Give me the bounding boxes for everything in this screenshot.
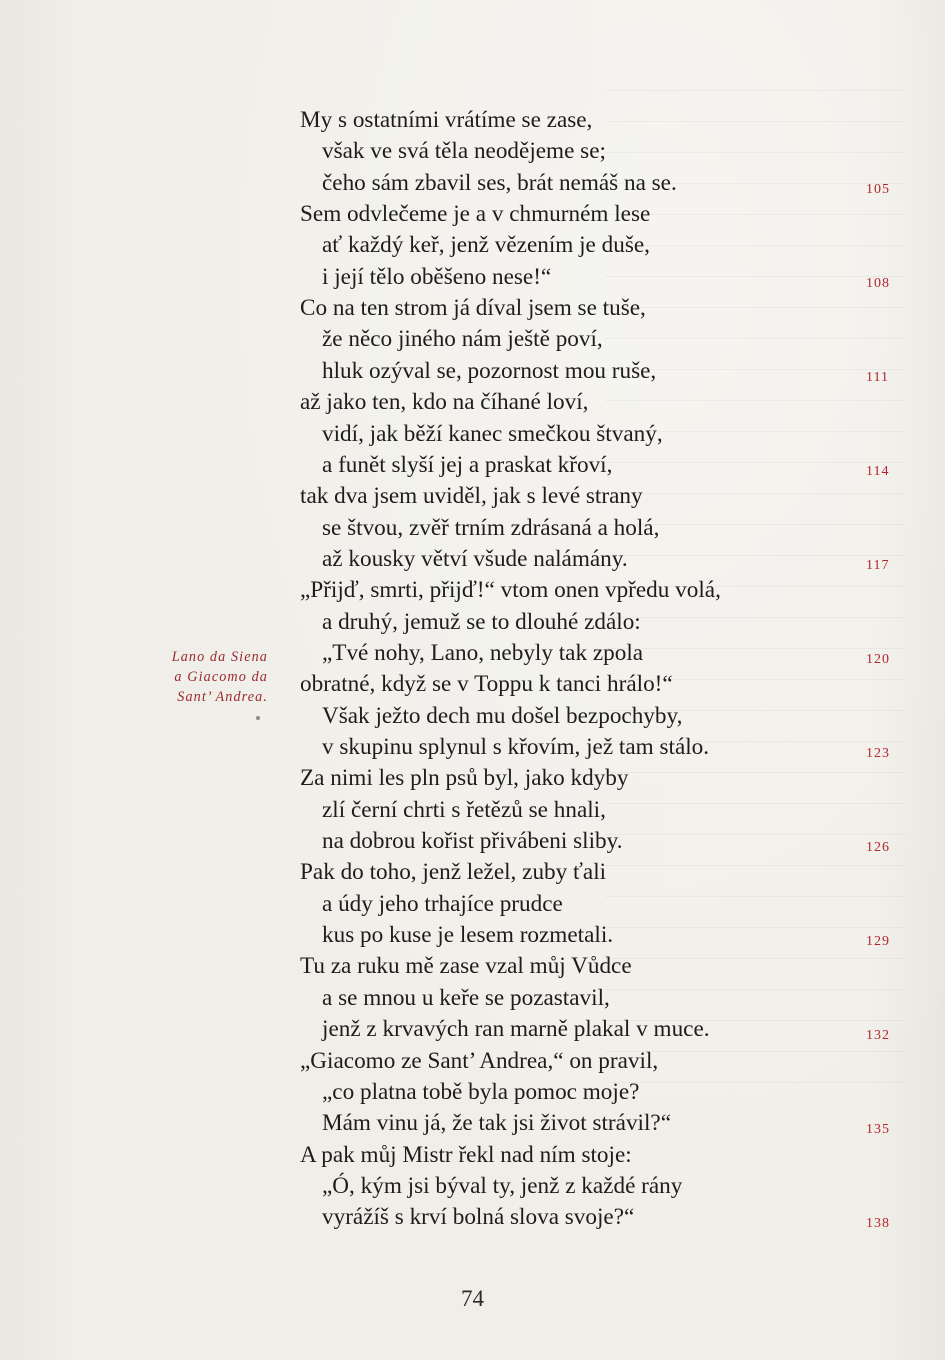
verse-line — [0, 1108, 945, 1139]
verse-line — [0, 1202, 945, 1233]
verse-text: až kousky větví všude nalámány. — [322, 545, 628, 572]
verse-line — [0, 1077, 945, 1108]
verse-text: vidí, jak běží kanec smečkou štvaný, — [322, 420, 663, 447]
line-number: 108 — [866, 275, 890, 291]
verse-line — [0, 450, 945, 481]
verse-text: se štvou, zvěř trním zdrásaná a holá, — [322, 514, 660, 541]
verse-line — [0, 826, 945, 857]
verse-line — [0, 230, 945, 261]
verse-text: však ve svá těla neoděјeme se; — [322, 138, 606, 165]
verse-text: Pak do toho, jenž ležel, zuby ťali — [300, 859, 607, 886]
verse-line — [0, 105, 945, 136]
verse-text: zlí černí chrti s řetězů se hnali, — [322, 796, 606, 823]
verse-line — [0, 324, 945, 355]
verse-text: tak dva jsem uviděl, jak s levé strany — [300, 483, 643, 510]
print-speck — [256, 716, 260, 720]
line-number: 105 — [866, 181, 890, 197]
verse-line — [0, 951, 945, 982]
line-number: 123 — [866, 746, 890, 761]
verse-line — [0, 857, 945, 888]
verse-text: „Giacomo ze Sant’ Andrea,“ on pravil, — [300, 1047, 659, 1074]
verse-line — [0, 732, 945, 763]
verse-line — [0, 1171, 945, 1202]
verse-line — [0, 199, 945, 230]
verse-text: obratné, když se v Toppu k tanci hrálo!“ — [300, 671, 673, 698]
verse-text: a údy jeho trhajíce prudce — [322, 890, 563, 917]
verse-text: Však ježto dech mu došel bezpochyby, — [322, 702, 683, 729]
verse-text: „Přijď, smrti, přijď!“ vtom onen vpředu volá, — [300, 577, 721, 604]
verse-text: Mám vinu já, že tak jsi život strávil?“ — [322, 1110, 672, 1137]
verse-text: My s ostatními vrátíme se zase, — [300, 107, 593, 133]
line-number: 129 — [866, 934, 890, 950]
verse-line — [0, 607, 945, 638]
verse-text: a funět slyší jej a praskat křoví, — [322, 451, 613, 478]
line-number: 111 — [866, 369, 889, 385]
verse-line — [0, 544, 945, 575]
line-number: 114 — [866, 463, 890, 479]
margin-note-line: Sant’ Andrea. — [177, 689, 268, 705]
verse-text: i její tělo oběšeno nese!“ — [322, 263, 552, 290]
verse-line — [0, 293, 945, 324]
verse-text: A pak můj Mistr řekl nad ním stoje: — [300, 1141, 632, 1168]
margin-note-line: Lano da Siena — [171, 649, 268, 665]
verse-text: čeho sám zbavil ses, brát nemáš na se. — [322, 169, 677, 196]
verse-text: v skupinu splynul s křovím, jež tam stálo. — [322, 734, 710, 760]
verse-text: Sem odvlečeme je a v chmurném lese — [300, 201, 651, 228]
verse-text: jenž z krvavých ran marně plakal v muce. — [322, 1016, 710, 1043]
verse-line — [0, 481, 945, 512]
verse-line — [0, 1140, 945, 1171]
verse-line — [0, 795, 945, 826]
verse-line — [0, 136, 945, 167]
verse-text: na dobrou kořist přivábeni sliby. — [322, 828, 623, 855]
line-number: 126 — [866, 840, 890, 856]
verse-line — [0, 575, 945, 606]
verse-text: že něco jiného nám ještě poví, — [322, 326, 603, 353]
verse-line — [0, 920, 945, 951]
verse-text: a se mnou u keře se pozastavil, — [322, 984, 610, 1011]
verse-line — [0, 356, 945, 387]
page-number: 74 — [461, 1286, 484, 1311]
verse-text: Co na ten strom já díval jsem se tuše, — [300, 295, 646, 322]
verse-line — [0, 168, 945, 199]
verse-line — [0, 763, 945, 794]
margin-note — [128, 647, 268, 707]
verse-line — [0, 983, 945, 1014]
verse-line — [0, 387, 945, 418]
line-number: 120 — [866, 651, 890, 667]
verse-text: kus po kuse je lesem rozmetali. — [322, 922, 614, 949]
verse-line — [0, 419, 945, 450]
verse-text: a druhý, jemuž se to dlouhé zdálo: — [322, 608, 641, 635]
verse-text: „Tvé nohy, Lano, nebyly tak zpola — [322, 639, 644, 666]
verse-line — [0, 889, 945, 920]
verse-text: hluk ozýval se, pozornost mou ruše, — [322, 357, 657, 384]
verse-line — [0, 1014, 945, 1045]
line-number: 138 — [866, 1216, 890, 1232]
verse-text: Za nimi les pln psů byl, jako kdyby — [300, 765, 629, 792]
line-number: 132 — [866, 1028, 890, 1044]
verse-line — [0, 513, 945, 544]
line-number: 117 — [866, 557, 890, 573]
verse-line — [0, 1046, 945, 1077]
verse-text: až jako ten, kdo na číhané loví, — [300, 389, 589, 416]
verse-text: vyrážíš s krví bolná slova svoje?“ — [322, 1204, 635, 1231]
verse-text: „Ó, kým jsi býval ty, jenž z každé rány — [322, 1172, 683, 1199]
margin-note-line: a Giacomo da — [174, 669, 268, 685]
verse-text: „co platna tobě byla pomoc moje? — [322, 1078, 640, 1105]
verse-text: Tu za ruku mě zase vzal můj Vůdce — [300, 953, 632, 980]
line-number: 135 — [866, 1122, 890, 1138]
verse-line — [0, 262, 945, 293]
verse-text: ať každý keř, jenž vězením je duše, — [322, 232, 650, 259]
